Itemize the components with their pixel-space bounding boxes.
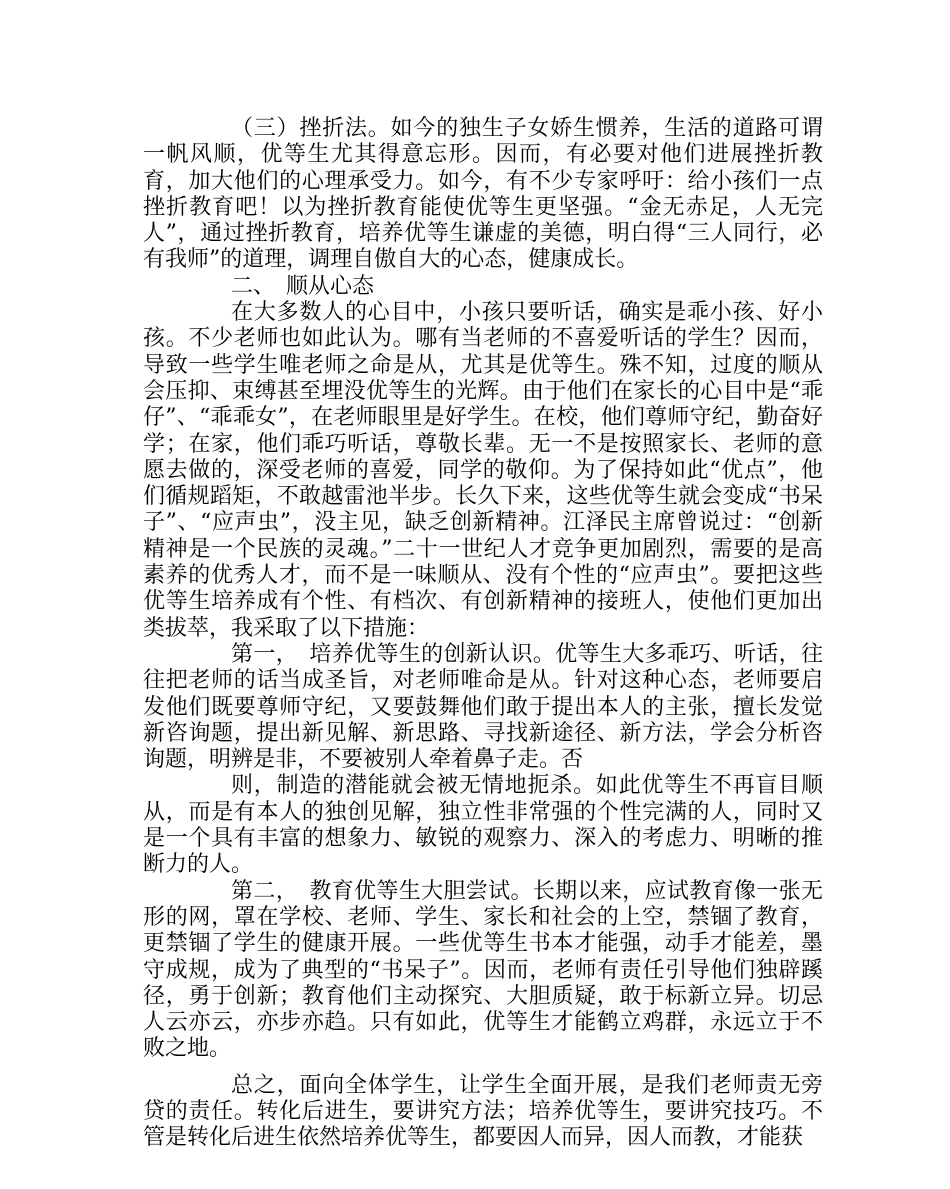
paragraph-conclusion: 总之，面向全体学生，让学生全面开展，是我们老师责无旁贷的责任。转化后进生，要讲究方法；培养优等生，要讲究技巧。不管是转化后进生依然培养优等生，都要因人而异，因人而教，才能获	[143, 1072, 823, 1151]
paragraph-second-measure: 第二， 教育优等生大胆尝试。长期以来，应试教育像一张无形的网，罩在学校、老师、学生、家长和社会的上空，禁锢了教育，更禁锢了学生的健康开展。一些优等生书本才能强，动手才能差，墨守成规，成为了典型的“书呆子”。因而，老师有责任引导他们独辟蹊径，勇于创新；教育他们主动探究、大胆质疑，敢于标新立异。切忌人云亦云，亦步亦趋。只有如此，优等生才能鹤立鸡群，永远立于不败之地。	[143, 878, 823, 1062]
document-body	[143, 116, 823, 1152]
paragraph-first-measure-continued: 则，制造的潜能就会被无情地扼杀。如此优等生不再盲目顺从，而是有本人的独创见解，独立性非常强的个性完满的人，同时又是一个具有丰富的想象力、敏锐的观察力、深入的考虑力、明晰的推断力的人。	[143, 773, 823, 878]
paragraph-obedience: 在大多数人的心目中，小孩只要听话，确实是乖小孩、好小孩。不少老师也如此认为。哪有当老师的不喜爱听话的学生？因而，导致一些学生唯老师之命是从，尤其是优等生。殊不知，过度的顺从会压抑、束缚甚至埋没优等生的光辉。由于他们在家长的心目中是“乖仔”、“乖乖女”，在老师眼里是好学生。在校，他们尊师守纪，勤奋好学；在家，他们乖巧听话，尊敬长辈。无一不是按照家长、老师的意愿去做的，深受老师的喜爱，同学的敬仰。为了保持如此“优点”，他们循规蹈矩，不敢越雷池半步。长久下来，这些优等生就会变成“书呆子”、“应声虫”，没主见，缺乏创新精神。江泽民主席曾说过：“创新精神是一个民族的灵魂。”二十一世纪人才竞争更加剧烈，需要的是高素养的优秀人才，而不是一味顺从、没有个性的“应声虫”。要把这些优等生培养成有个性、有档次、有创新精神的接班人，使他们更加出类拔萃，我采取了以下措施：	[143, 300, 823, 641]
paragraph-first-measure: 第一， 培养优等生的创新认识。优等生大多乖巧、听话，往往把老师的话当成圣旨，对老师唯命是从。针对这种心态，老师要启发他们既要尊师守纪，又要鼓舞他们敢于提出本人的主张，擅长发觉新咨询题，提出新见解、新思路、寻找新途径、新方法，学会分析咨询题，明辨是非，不要被别人牵着鼻子走。否	[143, 641, 823, 773]
section-heading-obedience: 二、 顺从心态	[231, 273, 375, 299]
paragraph-frustration-method: （三）挫折法。如今的独生子女娇生惯养，生活的道路可谓一帆风顺，优等生尤其得意忘形。因而，有必要对他们进展挫折教育，加大他们的心理承受力。如今，有不少专家呼吁：给小孩们一点挫折教育吧！以为挫折教育能使优等生更坚强。“金无赤足，人无完人”，通过挫折教育，培养优等生谦虚的美德，明白得“三人同行，必有我师”的道理，调理自傲自大的心态，健康成长。	[143, 116, 823, 273]
